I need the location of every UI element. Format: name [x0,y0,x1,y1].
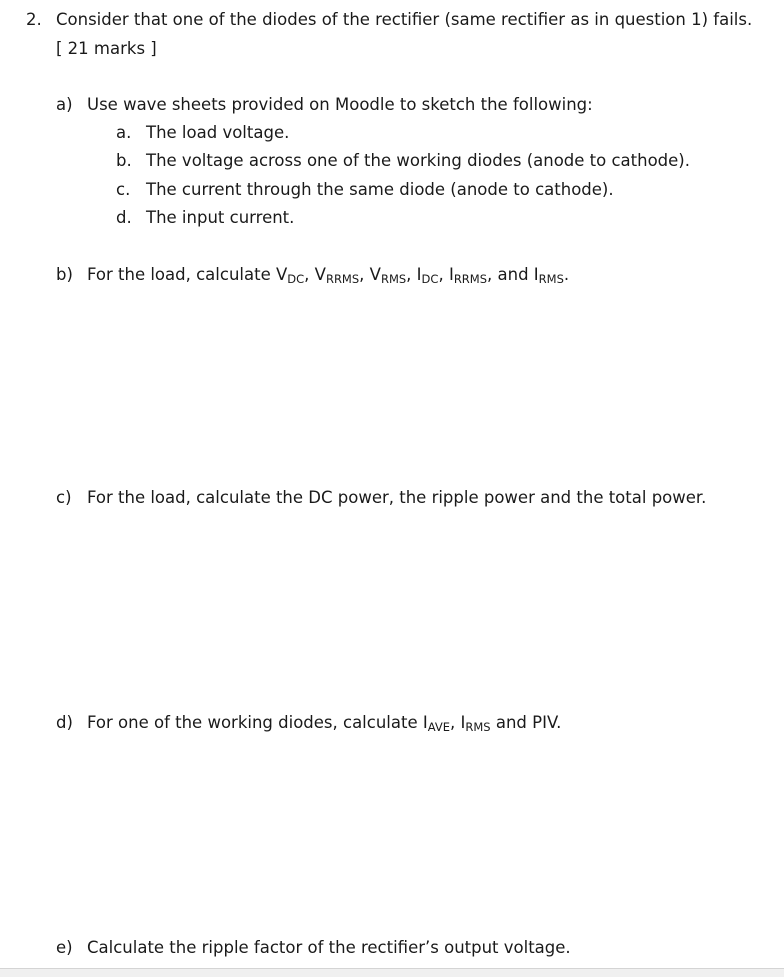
part-a-item-text: The voltage across one of the working diodes (anode to cathode). [146,151,690,170]
quantity: $I_{RRMS}$ [448,265,488,286]
question-marks: [ 21 marks ] [56,39,157,58]
part-c-text: For the load, calculate the DC power, the ripple power and the total power. [87,488,707,507]
quantity: $V_{DC}$ [275,265,305,286]
part-d-text: For one of the working diodes, calculate $I_{AVE}$, $I_{RMS}$ and PIV. [87,713,562,734]
question-number: 2. [26,10,42,29]
quantity: $I_{RMS}$ [460,713,491,734]
part-a-item-text: The current through the same diode (anode to cathode). [146,180,614,199]
part-a-item-text: The input current. [146,208,295,227]
quantity: $I_{DC}$ [416,265,439,286]
quantity: $V_{RMS}$ [369,265,407,286]
part-e-text: Calculate the ripple factor of the rectifier’s output voltage. [87,938,571,957]
part-a-item-label: b. [116,151,132,170]
quantity: $V_{RRMS}$ [314,265,360,286]
quantity: $I_{AVE}$ [422,713,450,734]
part-a-item-label: a. [116,123,132,142]
part-c-label: c) [56,488,72,507]
part-b-label: b) [56,265,73,284]
part-d-label: d) [56,713,73,732]
part-a-item-label: d. [116,208,132,227]
part-a-item-text: The load voltage. [146,123,290,142]
quantity: $I_{RMS}$ [533,265,564,286]
part-a-label: a) [56,95,73,114]
part-a-text: Use wave sheets provided on Moodle to sketch the following: [87,95,593,114]
part-e-label: e) [56,938,73,957]
part-b-prefix: For the load, calculate [87,265,276,284]
part-a-item-label: c. [116,180,131,199]
question-text: Consider that one of the diodes of the rectifier (same rectifier as in question 1) fails. [56,10,753,29]
part-b-text: For the load, calculate $V_{DC}$, $V_{RRMS}$, $V_{RMS}$, $I_{DC}$, $I_{RRMS}$, and $I_{RMS}$. [87,265,570,286]
